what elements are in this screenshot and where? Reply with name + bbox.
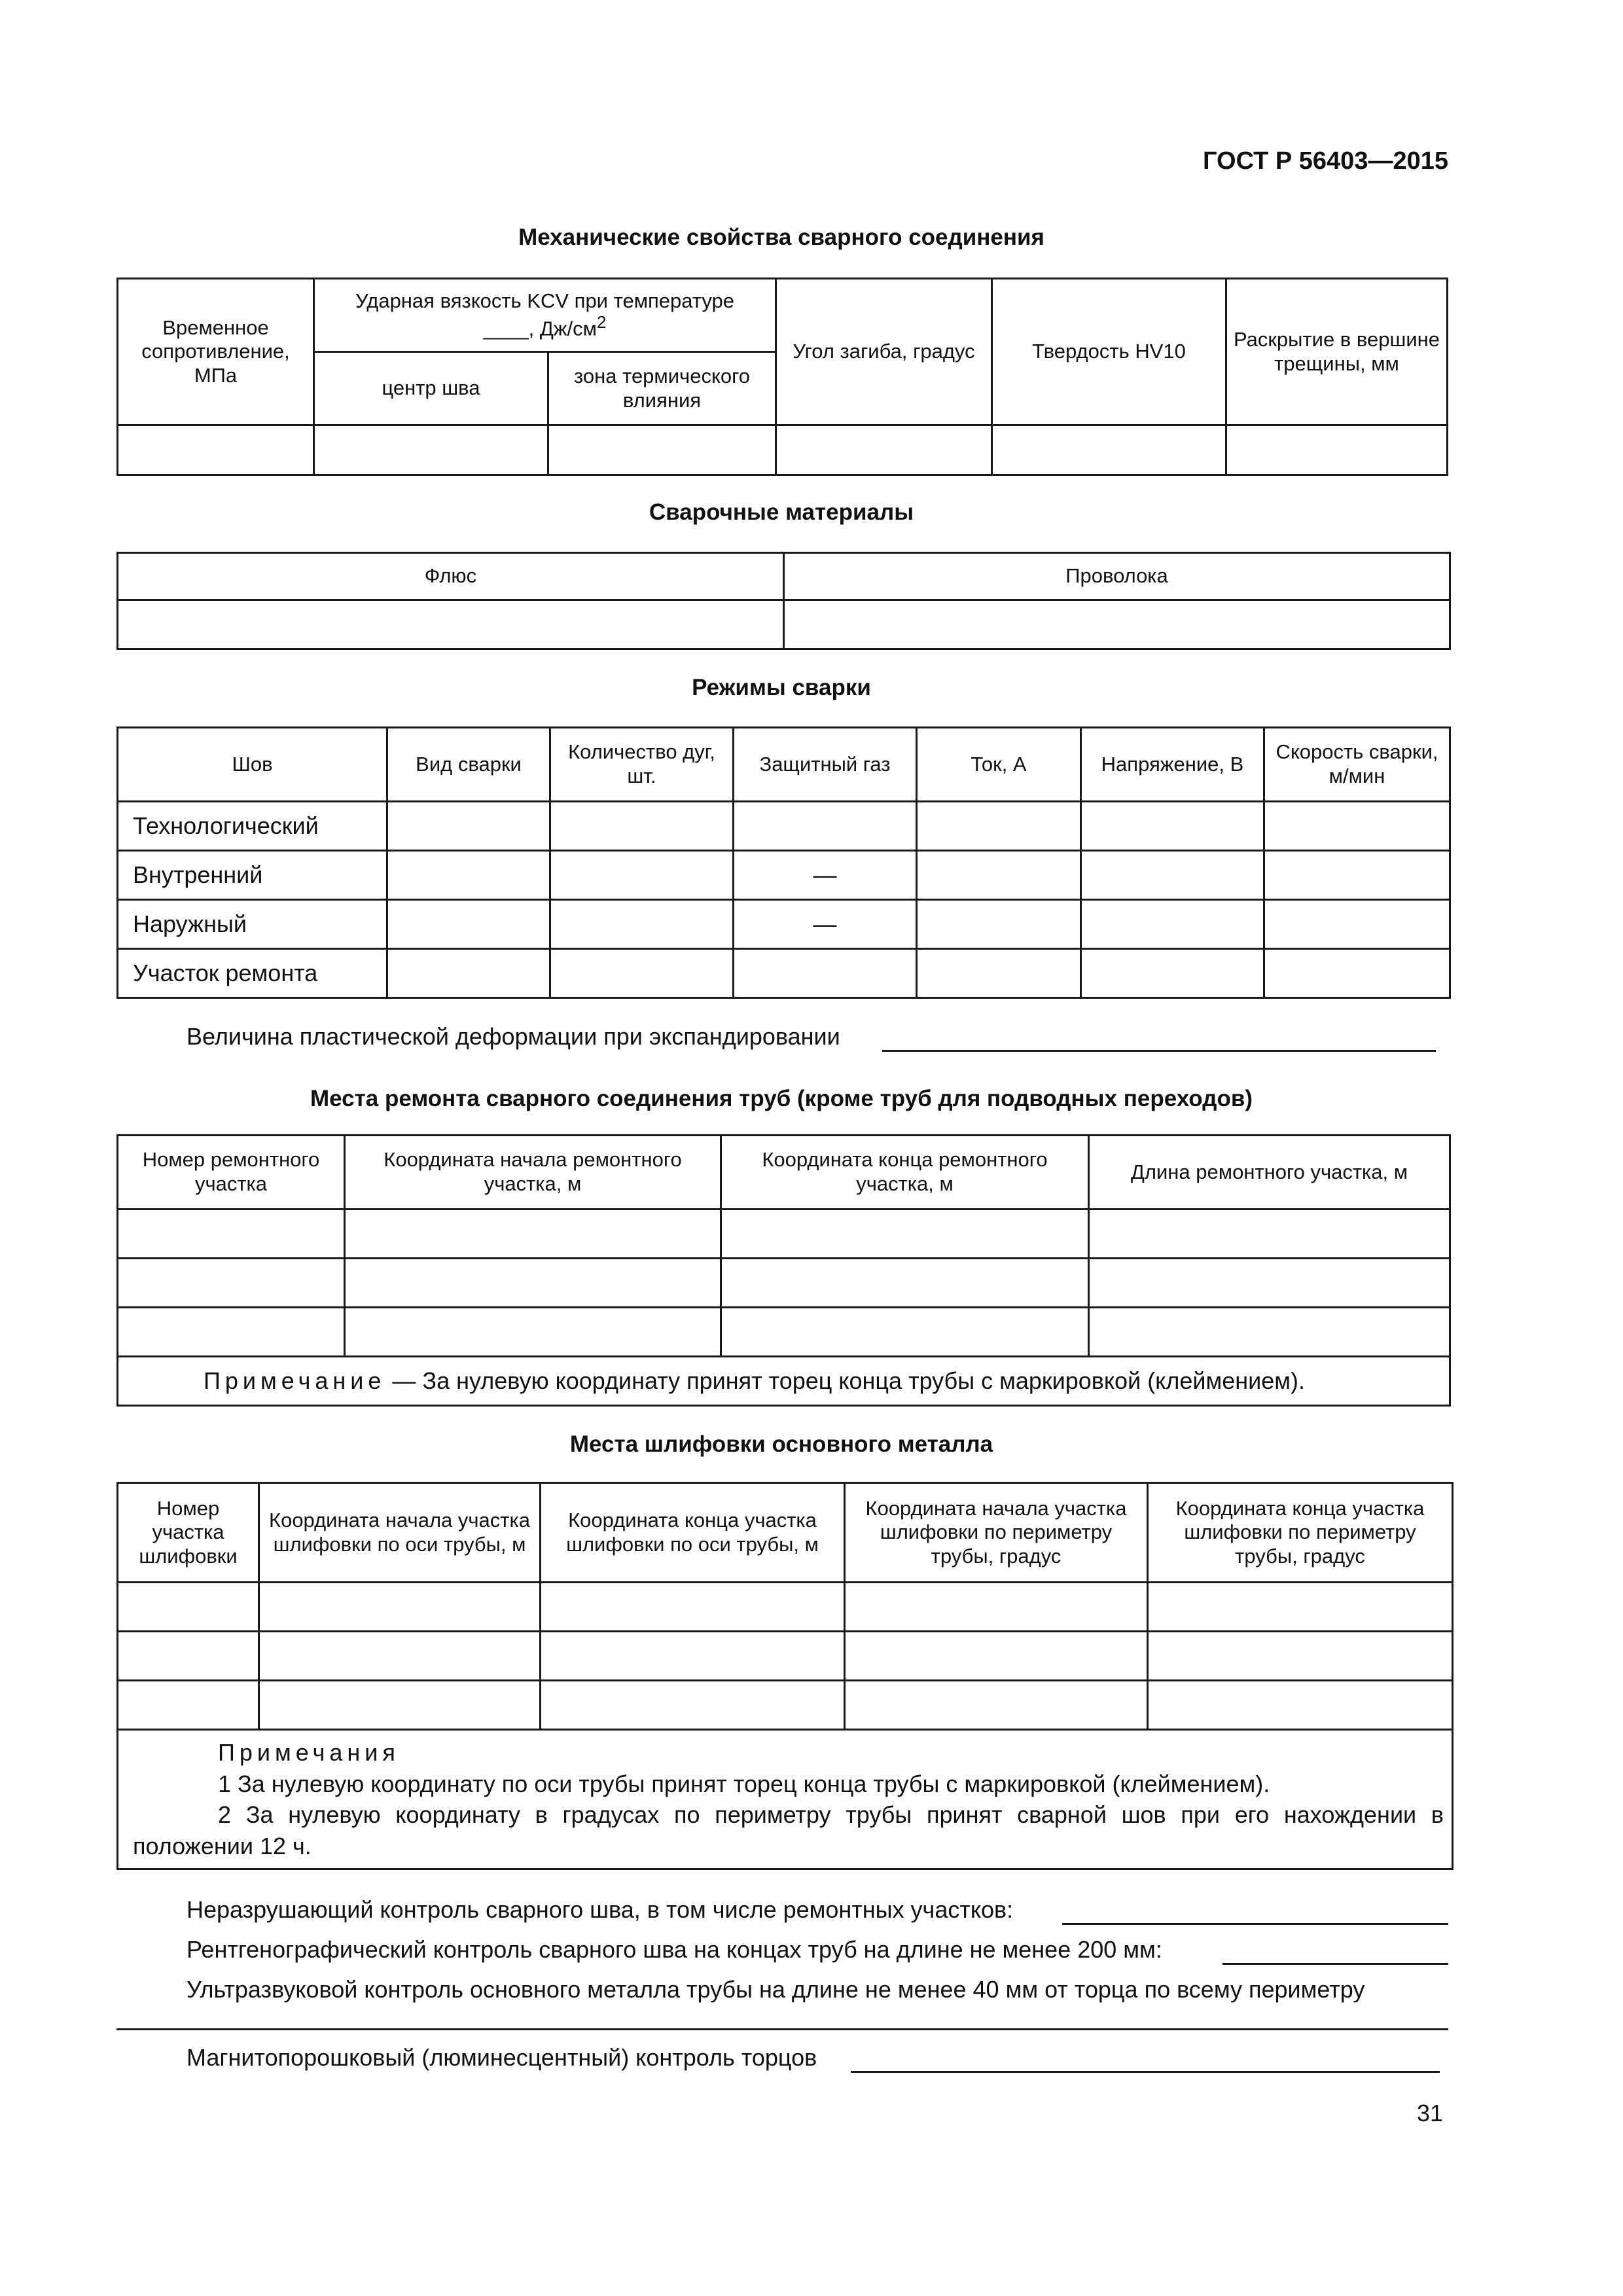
ultrasonic-control-label: Ультразвуковой контроль основного металла трубы на длине не менее 40 мм от торца по всему периметру [187, 1976, 1365, 2003]
ndt-control-field[interactable] [1062, 1923, 1448, 1925]
ultrasonic-control-field[interactable] [116, 2028, 1448, 2030]
repair-note-text: — За нулевую координату принят торец конца трубы с маркировкой (клеймением). [385, 1367, 1305, 1395]
table-cell[interactable] [776, 425, 992, 475]
magnetic-control-field[interactable] [851, 2071, 1440, 2073]
table-cell[interactable] [1226, 425, 1448, 475]
table-cell[interactable] [550, 802, 734, 851]
table-cell[interactable] [721, 1259, 1089, 1308]
table-cell[interactable] [118, 1632, 259, 1681]
table-row [118, 1308, 1450, 1357]
table-row [118, 802, 1450, 851]
table-row [118, 900, 1450, 949]
table-cell[interactable] [1148, 1681, 1453, 1730]
table-cell[interactable] [259, 1681, 541, 1730]
welding-modes-title: Режимы сварки [692, 675, 871, 700]
ndt-control-label: Неразрушающий контроль сварного шва, в том числе ремонтных участков: [187, 1896, 1014, 1923]
shielding-gas-cell: — [734, 851, 917, 900]
header-heat-affected-zone: зона термического влияния [548, 352, 776, 425]
table-cell[interactable] [917, 949, 1081, 998]
table-cell[interactable] [118, 1681, 259, 1730]
table-cell[interactable] [345, 1210, 721, 1259]
header-repair-start: Координата начала ремонтного участка, м [345, 1136, 721, 1210]
table-row [118, 1259, 1450, 1308]
header-crack-opening: Раскрытие в вершине трещины, мм [1226, 279, 1448, 425]
table-cell[interactable] [917, 900, 1081, 949]
table-row [118, 600, 1450, 649]
repair-locations-title: Места ремонта сварного соединения труб (кроме труб для подводных переходов) [310, 1086, 1253, 1111]
welding-materials-title: Сварочные материалы [649, 499, 914, 525]
repair-locations-table [116, 1134, 1451, 1407]
table-cell[interactable] [1148, 1632, 1453, 1681]
table-cell[interactable] [845, 1632, 1148, 1681]
grinding-locations-title: Места шлифовки основного металла [569, 1431, 993, 1457]
table-row [118, 949, 1450, 998]
header-shielding-gas: Защитный газ [734, 728, 917, 802]
table-cell[interactable] [1089, 1210, 1450, 1259]
repair-note-label: Примечание [204, 1367, 386, 1395]
header-impact-toughness [314, 279, 776, 352]
header-flux: Флюс [118, 553, 784, 600]
table-cell[interactable] [387, 900, 550, 949]
table-cell[interactable] [118, 425, 314, 475]
table-cell[interactable] [1081, 851, 1264, 900]
mechanical-properties-title: Механические свойства сварного соединения [518, 224, 1044, 250]
table-cell[interactable] [1089, 1308, 1450, 1357]
table-row [118, 1632, 1453, 1681]
table-cell[interactable] [550, 851, 734, 900]
table-cell[interactable] [314, 425, 548, 475]
header-grinding-number: Номер участка шлифовки [118, 1483, 259, 1583]
table-cell[interactable] [784, 600, 1450, 649]
table-cell[interactable] [259, 1583, 541, 1632]
table-cell[interactable] [992, 425, 1226, 475]
table-cell[interactable] [387, 851, 550, 900]
welding-modes-table [116, 726, 1451, 999]
table-cell[interactable] [1081, 949, 1264, 998]
xray-control-field[interactable] [1222, 1963, 1448, 1965]
table-cell[interactable] [118, 1583, 259, 1632]
header-current: Ток, А [917, 728, 1081, 802]
document-standard-number: ГОСТ Р 56403—2015 [1203, 147, 1448, 175]
xray-control-label: Рентгенографический контроль сварного шва на концах труб на длине не менее 200 мм: [187, 1936, 1162, 1963]
plastic-deformation-field[interactable] [882, 1050, 1436, 1052]
table-cell[interactable] [541, 1583, 845, 1632]
table-cell[interactable] [917, 851, 1081, 900]
header-hardness: Твердость HV10 [992, 279, 1226, 425]
table-cell[interactable] [118, 1308, 345, 1357]
table-row [118, 1583, 1453, 1632]
table-cell[interactable] [721, 1308, 1089, 1357]
table-cell[interactable] [1081, 900, 1264, 949]
table-row [118, 1210, 1450, 1259]
table-row [118, 1681, 1453, 1730]
seam-label: Внутренний [118, 851, 387, 900]
seam-label: Технологический [118, 802, 387, 851]
header-grinding-perimeter-start: Координата начала участка шлифовки по периметру трубы, градус [845, 1483, 1148, 1583]
impact-toughness-superscript: 2 [596, 314, 607, 332]
table-cell[interactable] [1089, 1259, 1450, 1308]
table-cell[interactable] [1264, 851, 1450, 900]
mechanical-properties-table [116, 278, 1448, 476]
header-grinding-axis-end: Координата конца участка шлифовки по оси трубы, м [541, 1483, 845, 1583]
header-grinding-axis-start: Координата начала участка шлифовки по оси трубы, м [259, 1483, 541, 1583]
table-cell[interactable] [721, 1210, 1089, 1259]
table-cell[interactable] [550, 949, 734, 998]
header-voltage: Напряжение, В [1081, 728, 1264, 802]
header-welding-speed: Скорость сварки, м/мин [1264, 728, 1450, 802]
header-bend-angle: Угол загиба, градус [776, 279, 992, 425]
magnetic-control-label: Магнитопорошковый (люминесцентный) контроль торцов [187, 2044, 817, 2071]
shielding-gas-cell: — [734, 900, 917, 949]
header-tensile-strength: Временное сопротивление, МПа [118, 279, 314, 425]
grinding-note-2: 2 За нулевую координату в градусах по периметру трубы принят сварной шов при его нахождении в положении 12 ч. [133, 1801, 1444, 1859]
grinding-note-1: 1 За нулевую координату по оси трубы принят торец конца трубы с маркировкой (клеймением). [218, 1770, 1270, 1797]
header-wire: Проволока [784, 553, 1450, 600]
impact-toughness-line1: Ударная вязкость KCV при температуре [355, 289, 735, 312]
table-cell[interactable] [1081, 802, 1264, 851]
table-cell[interactable] [1148, 1583, 1453, 1632]
table-cell[interactable] [1264, 949, 1450, 998]
grinding-notes [118, 1730, 1453, 1869]
table-cell[interactable] [118, 1210, 345, 1259]
seam-label: Наружный [118, 900, 387, 949]
table-cell[interactable] [345, 1308, 721, 1357]
table-cell[interactable] [541, 1681, 845, 1730]
plastic-deformation-label: Величина пластической деформации при экспандировании [187, 1023, 840, 1050]
grinding-locations-table [116, 1482, 1454, 1870]
impact-toughness-line2: ____, Дж/см [483, 317, 597, 340]
table-cell[interactable] [548, 425, 776, 475]
header-repair-end: Координата конца ремонтного участка, м [721, 1136, 1089, 1210]
page-number: 31 [1416, 2100, 1443, 2126]
table-cell[interactable] [845, 1681, 1148, 1730]
header-arc-count: Количество дуг, шт. [550, 728, 734, 802]
table-cell[interactable] [387, 949, 550, 998]
seam-label: Участок ремонта [118, 949, 387, 998]
header-repair-length: Длина ремонтного участка, м [1089, 1136, 1450, 1210]
table-row [118, 425, 1448, 475]
header-seam: Шов [118, 728, 387, 802]
repair-note [118, 1357, 1450, 1406]
table-cell[interactable] [541, 1632, 845, 1681]
table-row [118, 851, 1450, 900]
table-cell[interactable] [387, 802, 550, 851]
grinding-notes-label: Примечания [218, 1739, 400, 1766]
table-cell[interactable] [345, 1259, 721, 1308]
header-grinding-perimeter-end: Координата конца участка шлифовки по периметру трубы, градус [1148, 1483, 1453, 1583]
shielding-gas-cell[interactable] [734, 949, 917, 998]
table-cell[interactable] [118, 1259, 345, 1308]
table-cell[interactable] [917, 802, 1081, 851]
welding-materials-table [116, 552, 1451, 650]
table-cell[interactable] [550, 900, 734, 949]
header-weld-center: центр шва [314, 352, 548, 425]
header-welding-type: Вид сварки [387, 728, 550, 802]
shielding-gas-cell[interactable] [734, 802, 917, 851]
header-repair-number: Номер ремонтного участка [118, 1136, 345, 1210]
table-cell[interactable] [118, 600, 784, 649]
table-cell[interactable] [845, 1583, 1148, 1632]
table-cell[interactable] [1264, 900, 1450, 949]
table-cell[interactable] [1264, 802, 1450, 851]
table-cell[interactable] [259, 1632, 541, 1681]
